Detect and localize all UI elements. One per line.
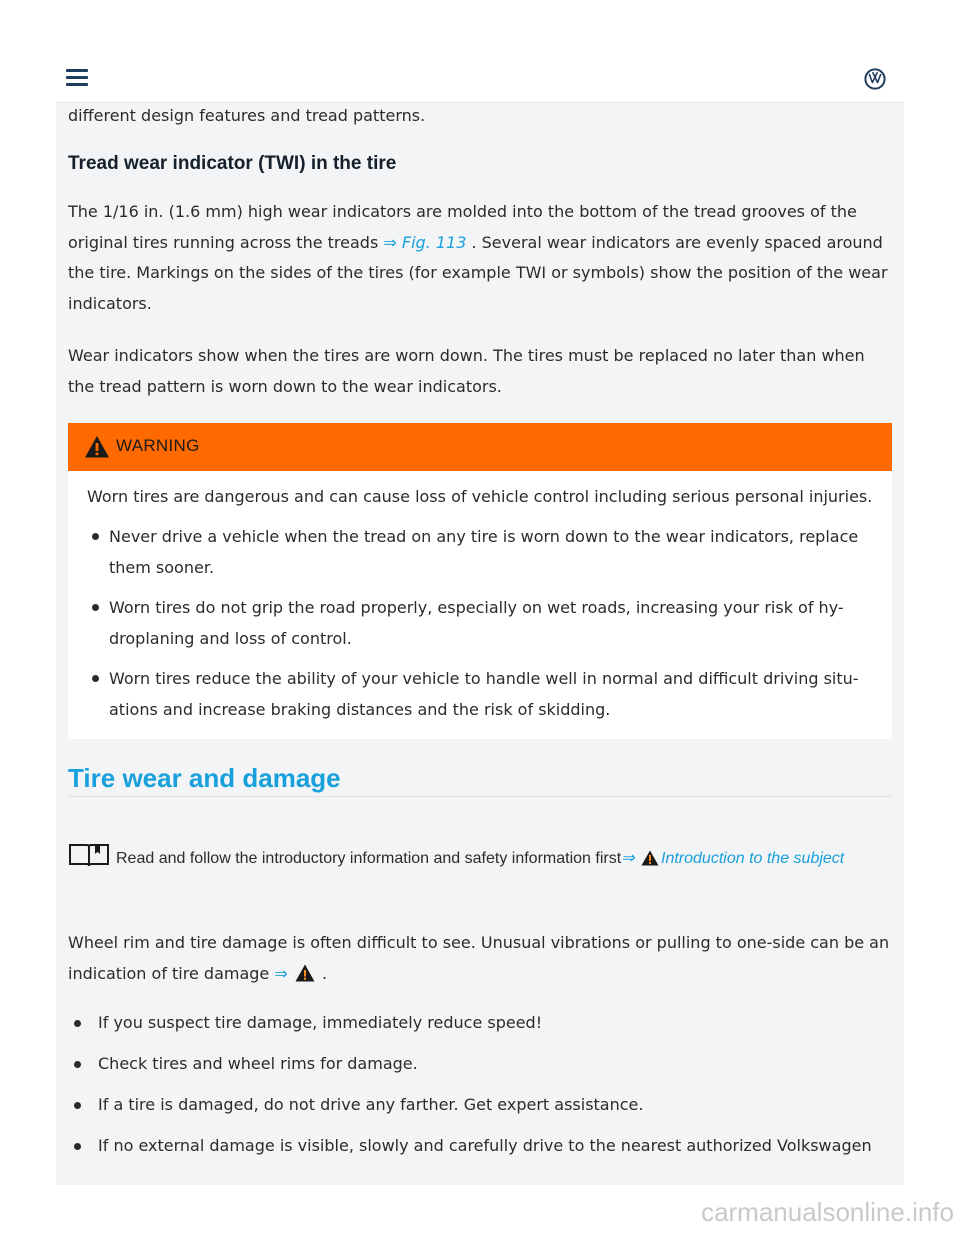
damage-checklist: [68, 1011, 892, 1175]
rim-damage-paragraph: [68, 928, 892, 989]
list-item: If you suspect tire damage, immediately reduce speed!: [68, 1011, 892, 1035]
section-heading: Tire wear and damage: [68, 763, 341, 793]
warning-header: [68, 423, 892, 471]
twi-heading: Tread wear indicator (TWI) in the tire: [68, 153, 397, 174]
wear-paragraph: Wear indicators show when the tires are worn down. The tires must be replaced no later than when the tread pattern is worn down to the wear indicators.: [68, 346, 865, 396]
warning-ref-arrow[interactable]: ⇒: [274, 963, 288, 983]
warning-list: [87, 522, 892, 725]
safety-intro-arrow[interactable]: ⇒: [621, 850, 635, 867]
safety-intro-line: [68, 842, 888, 872]
warning-triangle-icon: [641, 850, 659, 866]
list-item: Never drive a vehicle when the tread on any tire is worn down to the wear indicators, replace them sooner.: [87, 522, 879, 583]
warning-title: WARNING: [116, 436, 200, 455]
manual-content: [56, 103, 904, 1185]
book-icon: [68, 842, 110, 868]
introduction-link[interactable]: Introduction to the subject: [661, 850, 845, 867]
warning-triangle-icon[interactable]: [295, 964, 315, 982]
hamburger-menu-icon[interactable]: [66, 69, 88, 87]
divider: [68, 796, 892, 797]
warning-intro: Worn tires are dangerous and can cause loss of vehicle control including serious personal injuries.: [87, 487, 873, 506]
twi-text-after: . Several wear indicators are evenly spaced around the tire. Markings on the sides of the tires (for example TWI or symbols) show the position of the wear indicators.: [68, 232, 888, 313]
watermark: carmanualsonline.info: [701, 1197, 954, 1227]
list-item: Worn tires reduce the ability of your vehicle to handle well in normal and difficult driving situ-ations and increase braking distances and the risk of skidding.: [87, 664, 879, 725]
warning-triangle-icon: [84, 435, 110, 459]
rim-damage-end: .: [321, 963, 328, 983]
list-item: Worn tires do not grip the road properly, especially on wet roads, increasing your risk of hy-droplaning and loss of control.: [87, 593, 879, 654]
rim-damage-text: Wheel rim and tire damage is often difficult to see. Unusual vibrations or pulling to one-side can be an indication of tire damage: [68, 933, 890, 983]
intro-paragraph: different design features and tread patterns.: [68, 106, 426, 125]
warning-box: [68, 423, 892, 739]
list-item: If no external damage is visible, slowly and carefully drive to the nearest authorized Volkswagen: [68, 1134, 892, 1158]
safety-intro-text: Read and follow the introductory information and safety information first: [116, 850, 622, 867]
top-bar: [56, 52, 904, 103]
list-item: Check tires and wheel rims for damage.: [68, 1052, 892, 1076]
vw-logo-icon[interactable]: [864, 68, 886, 90]
twi-text-before: The 1/16 in. (1.6 mm) high wear indicators are molded into the bottom of the tread grooves of the original tires running across the treads: [68, 202, 857, 252]
list-item: If a tire is damaged, do not drive any farther. Get expert assistance.: [68, 1093, 892, 1117]
fig-113-link[interactable]: ⇒ Fig. 113: [383, 232, 467, 252]
twi-paragraph: [68, 197, 892, 319]
